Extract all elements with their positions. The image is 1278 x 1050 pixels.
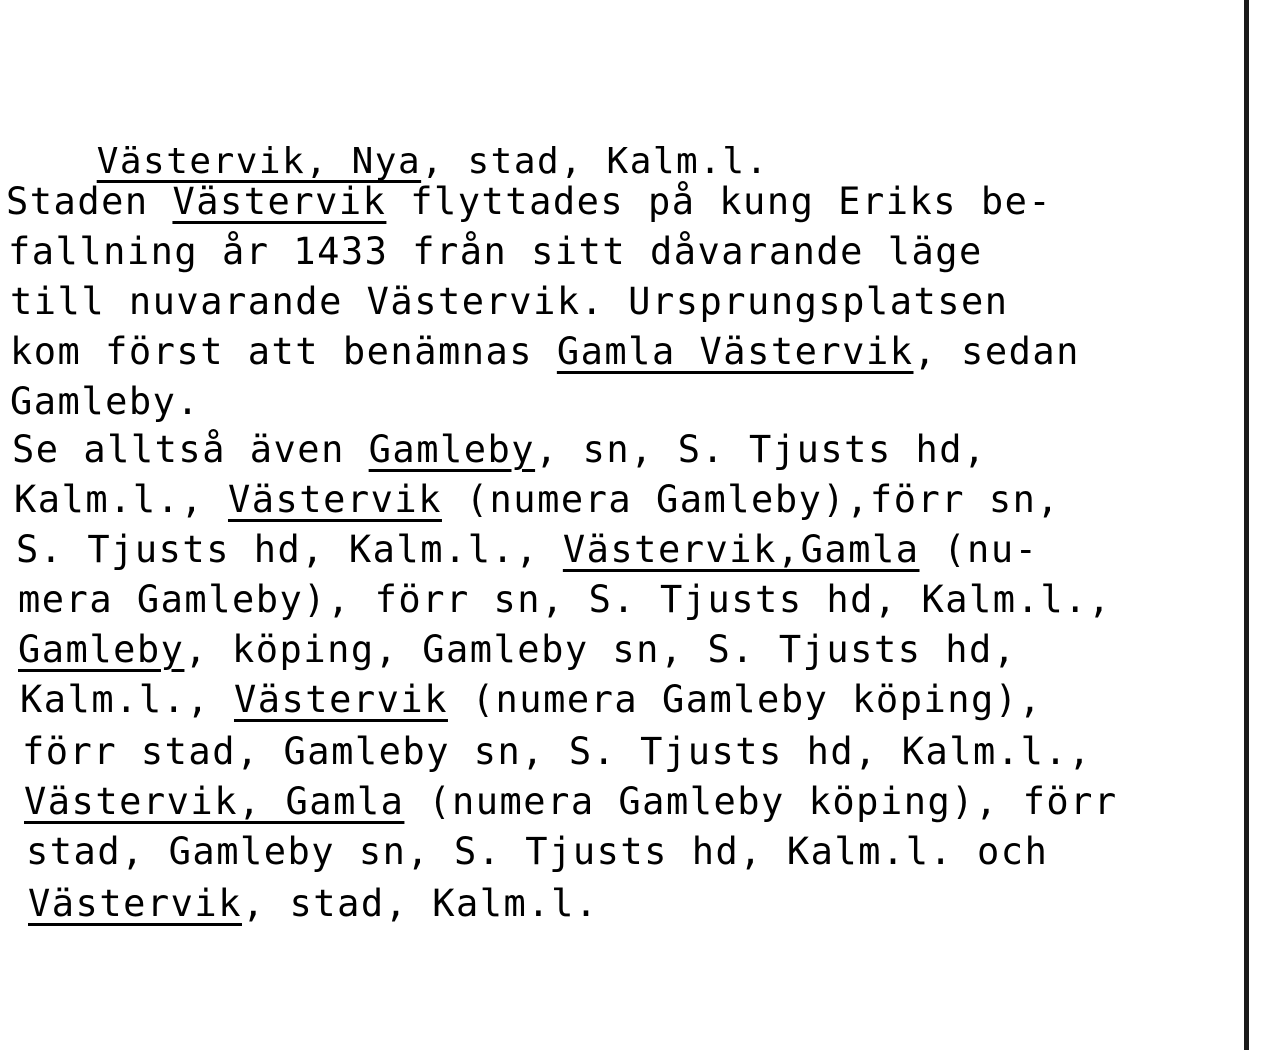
underlined-place-name: Västervik — [233, 678, 448, 721]
line-text: , köping, Gamleby sn, S. Tjusts hd, — [184, 628, 1017, 671]
heading-underlined-term: Västervik, Nya — [96, 141, 422, 182]
card-line — [14, 478, 1060, 522]
line-text: (numera Gamleby köping), förr — [404, 780, 1118, 823]
heading-rest: , stad, Kalm.l. — [421, 141, 769, 182]
underlined-place-name: Västervik,Gamla — [562, 528, 920, 571]
card-line — [18, 578, 1112, 622]
line-text: (numera Gamleby köping), — [447, 678, 1043, 721]
line-text: mera Gamleby), förr sn, S. Tjusts hd, Kalm.l., — [18, 578, 1112, 621]
line-text: fallning år 1433 från sitt dåvarande läge — [8, 230, 983, 273]
underlined-place-name: Västervik — [227, 478, 442, 521]
line-text: S. Tjusts hd, Kalm.l., — [16, 528, 563, 571]
line-text: Gamleby. — [10, 380, 201, 423]
card-line — [10, 330, 1080, 374]
line-text: till nuvarande Västervik. Ursprungsplatsen — [10, 280, 1009, 323]
card-line — [26, 830, 1048, 874]
card-line — [18, 628, 1017, 672]
card-line — [10, 280, 1009, 324]
line-text: , sn, S. Tjusts hd, — [535, 428, 987, 471]
line-text: , sedan — [913, 330, 1080, 373]
underlined-place-name: Gamleby — [368, 428, 536, 471]
line-text: Kalm.l., — [14, 478, 228, 521]
underlined-place-name: Gamleby — [18, 628, 185, 671]
card-line — [24, 780, 1118, 824]
line-text: , stad, Kalm.l. — [241, 882, 599, 925]
line-text: Staden — [6, 180, 173, 223]
underlined-place-name: Västervik — [28, 882, 242, 925]
card-line — [22, 730, 1092, 774]
line-text: kom först att benämnas — [10, 330, 557, 373]
line-text: flyttades på kung Eriks be- — [386, 180, 1053, 223]
line-text: (nu- — [919, 528, 1039, 571]
card-line — [6, 180, 1052, 224]
underlined-place-name: Västervik — [172, 180, 387, 223]
card-line — [10, 380, 200, 424]
line-text: förr stad, Gamleby sn, S. Tjusts hd, Kalm.l., — [22, 730, 1092, 773]
card-line — [16, 528, 1038, 572]
card-line — [28, 882, 599, 926]
underlined-place-name: Västervik, Gamla — [24, 780, 405, 823]
line-text: stad, Gamleby sn, S. Tjusts hd, Kalm.l. och — [26, 830, 1049, 873]
line-text: (numera Gamleby),förr sn, — [441, 478, 1061, 521]
card-edge-line — [1244, 0, 1249, 1050]
underlined-place-name: Gamla Västervik — [556, 330, 914, 373]
card-line — [8, 230, 983, 274]
line-text: Se alltså även — [12, 428, 369, 471]
card-line — [20, 678, 1042, 722]
line-text: Kalm.l., — [20, 678, 234, 721]
card-line — [12, 428, 987, 472]
